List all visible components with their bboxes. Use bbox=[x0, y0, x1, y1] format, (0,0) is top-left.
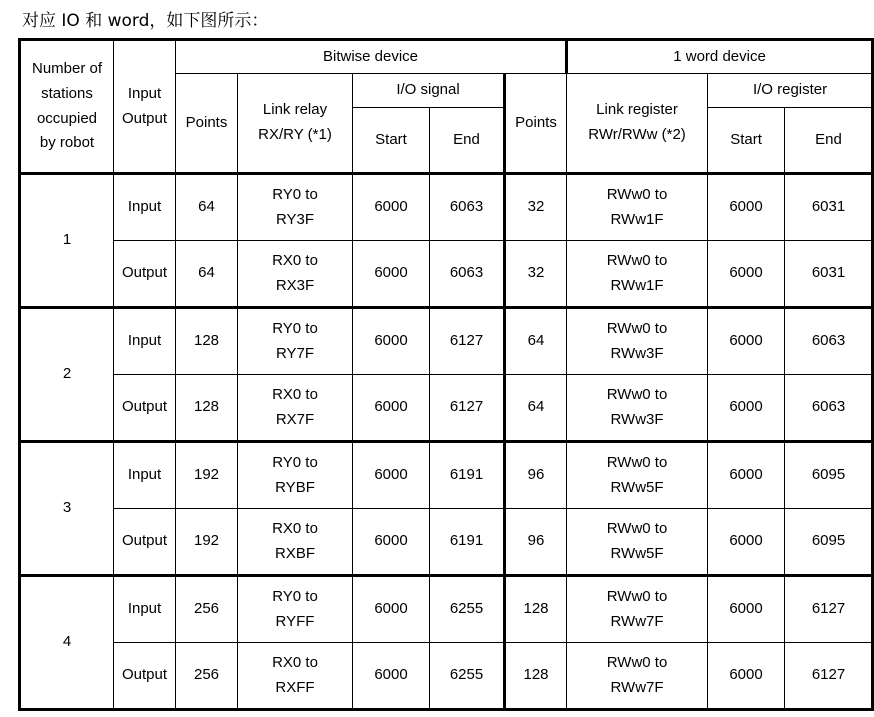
signal-start-cell: 6000 bbox=[353, 576, 430, 643]
points-cell: 64 bbox=[176, 241, 238, 308]
link-register-cell: RWw0 to RWw1F bbox=[567, 241, 708, 308]
link-relay-cell: RX0 to RXBF bbox=[238, 509, 353, 576]
station-number: 4 bbox=[20, 576, 114, 710]
signal-end-cell: 6191 bbox=[430, 442, 505, 509]
table-row bbox=[20, 643, 873, 710]
word-points-cell: 96 bbox=[505, 442, 567, 509]
table-row bbox=[20, 509, 873, 576]
register-start-cell: 6000 bbox=[708, 375, 785, 442]
header-link-relay: Link relay RX/RY (*1) bbox=[238, 74, 353, 174]
link-register-cell: RWw0 to RWw1F bbox=[567, 174, 708, 241]
header-word-points: Points bbox=[505, 74, 567, 174]
header-bitwise-device: Bitwise device bbox=[176, 40, 567, 74]
points-cell: 192 bbox=[176, 509, 238, 576]
header-stations: Number of stations occupied by robot bbox=[20, 40, 114, 174]
register-end-cell: 6031 bbox=[785, 241, 873, 308]
word-points-cell: 32 bbox=[505, 174, 567, 241]
header-link-register: Link register RWr/RWw (*2) bbox=[567, 74, 708, 174]
points-cell: 128 bbox=[176, 375, 238, 442]
link-relay-cell: RX0 to RXFF bbox=[238, 643, 353, 710]
page-caption: 对应 IO 和 word，如下图所示： bbox=[22, 11, 269, 31]
points-cell: 256 bbox=[176, 643, 238, 710]
signal-end-cell: 6191 bbox=[430, 509, 505, 576]
link-relay-cell: RY0 to RYBF bbox=[238, 442, 353, 509]
points-cell: 256 bbox=[176, 576, 238, 643]
word-points-cell: 96 bbox=[505, 509, 567, 576]
signal-start-cell: 6000 bbox=[353, 174, 430, 241]
signal-end-cell: 6255 bbox=[430, 576, 505, 643]
link-register-cell: RWw0 to RWw3F bbox=[567, 375, 708, 442]
register-start-cell: 6000 bbox=[708, 442, 785, 509]
register-end-cell: 6063 bbox=[785, 375, 873, 442]
link-relay-cell: RX0 to RX7F bbox=[238, 375, 353, 442]
io-type: Input bbox=[114, 442, 176, 509]
register-end-cell: 6127 bbox=[785, 643, 873, 710]
station-number: 3 bbox=[20, 442, 114, 576]
signal-start-cell: 6000 bbox=[353, 308, 430, 375]
station-number: 1 bbox=[20, 174, 114, 308]
link-relay-cell: RX0 to RX3F bbox=[238, 241, 353, 308]
signal-start-cell: 6000 bbox=[353, 509, 430, 576]
header-io-signal: I/O signal bbox=[353, 74, 505, 108]
signal-start-cell: 6000 bbox=[353, 241, 430, 308]
io-word-table bbox=[18, 38, 874, 711]
word-points-cell: 128 bbox=[505, 643, 567, 710]
table-row bbox=[20, 576, 873, 643]
table-row bbox=[20, 174, 873, 241]
link-relay-cell: RY0 to RY3F bbox=[238, 174, 353, 241]
signal-end-cell: 6063 bbox=[430, 241, 505, 308]
header-signal-end: End bbox=[430, 108, 505, 174]
header-points: Points bbox=[176, 74, 238, 174]
word-points-cell: 128 bbox=[505, 576, 567, 643]
link-relay-cell: RY0 to RYFF bbox=[238, 576, 353, 643]
register-start-cell: 6000 bbox=[708, 241, 785, 308]
link-register-cell: RWw0 to RWw7F bbox=[567, 643, 708, 710]
word-points-cell: 32 bbox=[505, 241, 567, 308]
table-row bbox=[20, 442, 873, 509]
header-register-start: Start bbox=[708, 108, 785, 174]
points-cell: 128 bbox=[176, 308, 238, 375]
table-row bbox=[20, 375, 873, 442]
points-cell: 64 bbox=[176, 174, 238, 241]
signal-start-cell: 6000 bbox=[353, 643, 430, 710]
table-row bbox=[20, 241, 873, 308]
link-register-cell: RWw0 to RWw5F bbox=[567, 442, 708, 509]
io-type: Output bbox=[114, 241, 176, 308]
register-start-cell: 6000 bbox=[708, 576, 785, 643]
points-cell: 192 bbox=[176, 442, 238, 509]
signal-end-cell: 6255 bbox=[430, 643, 505, 710]
header-signal-start: Start bbox=[353, 108, 430, 174]
word-points-cell: 64 bbox=[505, 308, 567, 375]
header-io-register: I/O register bbox=[708, 74, 873, 108]
signal-start-cell: 6000 bbox=[353, 375, 430, 442]
register-end-cell: 6127 bbox=[785, 576, 873, 643]
link-register-cell: RWw0 to RWw3F bbox=[567, 308, 708, 375]
header-word-device: 1 word device bbox=[567, 40, 873, 74]
signal-start-cell: 6000 bbox=[353, 442, 430, 509]
header-register-end: End bbox=[785, 108, 873, 174]
signal-end-cell: 6127 bbox=[430, 375, 505, 442]
io-type: Input bbox=[114, 576, 176, 643]
io-type: Input bbox=[114, 308, 176, 375]
table-row bbox=[20, 308, 873, 375]
signal-end-cell: 6063 bbox=[430, 174, 505, 241]
register-end-cell: 6063 bbox=[785, 308, 873, 375]
register-start-cell: 6000 bbox=[708, 509, 785, 576]
header-input-output: Input Output bbox=[114, 40, 176, 174]
io-type: Input bbox=[114, 174, 176, 241]
io-type: Output bbox=[114, 375, 176, 442]
register-start-cell: 6000 bbox=[708, 174, 785, 241]
register-end-cell: 6031 bbox=[785, 174, 873, 241]
io-type: Output bbox=[114, 643, 176, 710]
link-register-cell: RWw0 to RWw5F bbox=[567, 509, 708, 576]
link-register-cell: RWw0 to RWw7F bbox=[567, 576, 708, 643]
station-number: 2 bbox=[20, 308, 114, 442]
signal-end-cell: 6127 bbox=[430, 308, 505, 375]
word-points-cell: 64 bbox=[505, 375, 567, 442]
link-relay-cell: RY0 to RY7F bbox=[238, 308, 353, 375]
register-start-cell: 6000 bbox=[708, 643, 785, 710]
register-end-cell: 6095 bbox=[785, 442, 873, 509]
register-end-cell: 6095 bbox=[785, 509, 873, 576]
register-start-cell: 6000 bbox=[708, 308, 785, 375]
io-type: Output bbox=[114, 509, 176, 576]
